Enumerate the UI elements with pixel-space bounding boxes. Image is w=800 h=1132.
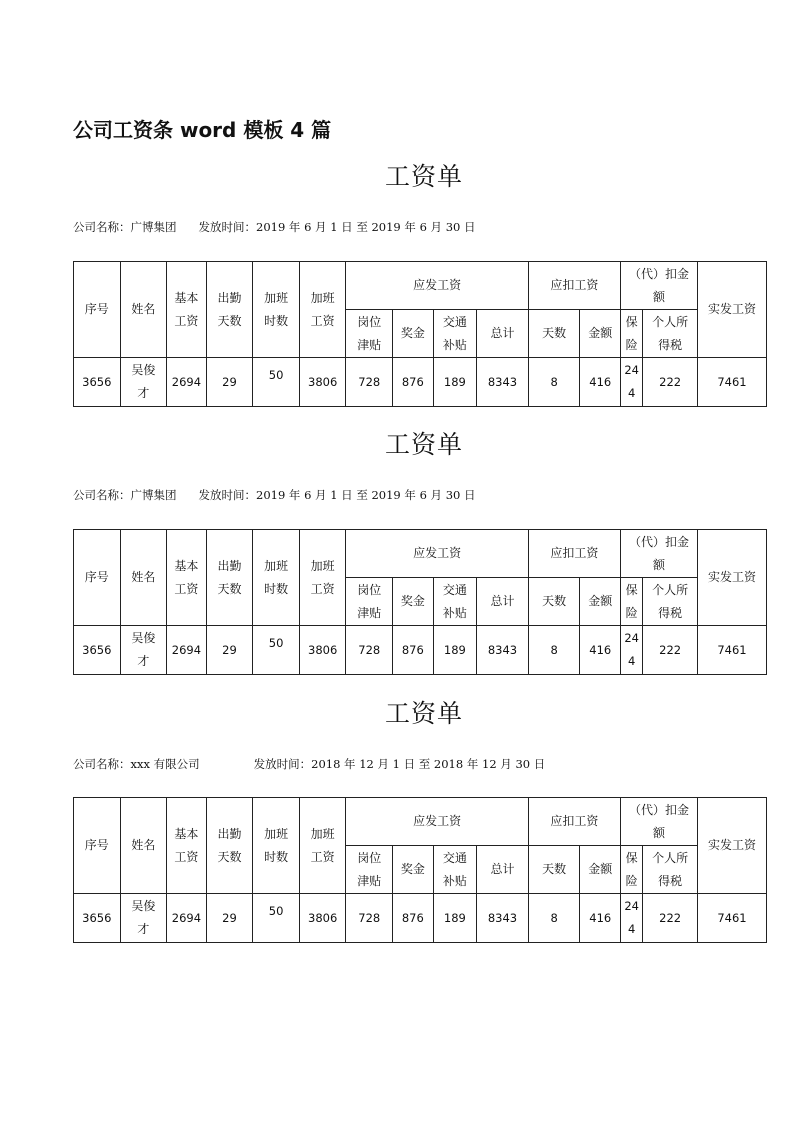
- header-post-allowance: 岗位 津贴: [346, 846, 393, 894]
- header-overtime-pay: 加班 工资: [299, 262, 346, 358]
- cell-serial: 3656: [74, 894, 121, 943]
- header-serial: 序号: [74, 530, 121, 626]
- cell-deduct-amount: 416: [580, 894, 621, 943]
- cell-deduct-days: 8: [528, 626, 580, 675]
- header-attendance-days: 出勤 天数: [206, 262, 253, 358]
- header-overtime-hours: 加班 时数: [253, 798, 300, 894]
- header-base-salary: 基本 工资: [167, 262, 207, 358]
- cell-name: 吴俊 才: [120, 358, 167, 407]
- cell-bonus: 876: [393, 626, 434, 675]
- company-name: 公司名称：广博集团: [73, 488, 177, 502]
- header-deductions-group: 应扣工资: [528, 798, 620, 846]
- cell-attendance-days: 29: [206, 358, 253, 407]
- header-deduct-amount: 金额: [580, 578, 621, 626]
- cell-transport-allowance: 189: [433, 626, 477, 675]
- payslip-title: 工资单: [384, 430, 463, 459]
- header-serial: 序号: [74, 798, 121, 894]
- cell-post-allowance: 728: [346, 358, 393, 407]
- header-withheld-group: （代）扣金 额: [621, 530, 698, 578]
- header-attendance-days: 出勤 天数: [206, 530, 253, 626]
- header-deduct-days: 天数: [528, 310, 580, 358]
- header-withheld-group: （代）扣金 额: [621, 798, 698, 846]
- header-deductions-group: 应扣工资: [528, 530, 620, 578]
- header-total: 总计: [477, 846, 529, 894]
- header-transport-allowance: 交通 补贴: [433, 578, 477, 626]
- cell-transport-allowance: 189: [433, 358, 477, 407]
- company-name: 公司名称：xxx 有限公司: [73, 757, 200, 771]
- cell-serial: 3656: [74, 626, 121, 675]
- header-net-pay: 实发工资: [698, 262, 767, 358]
- header-post-allowance: 岗位 津贴: [346, 310, 393, 358]
- header-base-salary: 基本 工资: [167, 798, 207, 894]
- cell-name: 吴俊 才: [120, 894, 167, 943]
- header-gross-pay-group: 应发工资: [346, 530, 528, 578]
- header-overtime-hours: 加班 时数: [253, 262, 300, 358]
- cell-deduct-days: 8: [528, 358, 580, 407]
- cell-net-pay: 7461: [698, 358, 767, 407]
- header-income-tax: 个人所 得税: [643, 578, 698, 626]
- cell-insurance: 24 4: [621, 894, 643, 943]
- header-transport-allowance: 交通 补贴: [433, 310, 477, 358]
- cell-total: 8343: [477, 626, 529, 675]
- header-overtime-pay: 加班 工资: [299, 530, 346, 626]
- header-name: 姓名: [120, 798, 167, 894]
- header-total: 总计: [477, 578, 529, 626]
- company-name: 公司名称：广博集团: [73, 220, 177, 234]
- cell-name: 吴俊 才: [120, 626, 167, 675]
- cell-deduct-days: 8: [528, 894, 580, 943]
- header-bonus: 奖金: [393, 846, 434, 894]
- cell-attendance-days: 29: [206, 626, 253, 675]
- payslip-table: [73, 261, 767, 407]
- cell-insurance: 24 4: [621, 358, 643, 407]
- header-overtime-hours: 加班 时数: [253, 530, 300, 626]
- cell-bonus: 876: [393, 358, 434, 407]
- cell-income-tax: 222: [643, 358, 698, 407]
- table-row: [74, 358, 767, 407]
- cell-income-tax: 222: [643, 626, 698, 675]
- header-post-allowance: 岗位 津贴: [346, 578, 393, 626]
- header-insurance: 保 险: [621, 846, 643, 894]
- header-bonus: 奖金: [393, 578, 434, 626]
- cell-transport-allowance: 189: [433, 894, 477, 943]
- header-insurance: 保 险: [621, 310, 643, 358]
- cell-income-tax: 222: [643, 894, 698, 943]
- header-serial: 序号: [74, 262, 121, 358]
- cell-attendance-days: 29: [206, 894, 253, 943]
- header-deduct-days: 天数: [528, 846, 580, 894]
- payslip-table: [73, 797, 767, 943]
- header-insurance: 保 险: [621, 578, 643, 626]
- header-bonus: 奖金: [393, 310, 434, 358]
- payslip-title: 工资单: [384, 162, 463, 191]
- header-attendance-days: 出勤 天数: [206, 798, 253, 894]
- payslip-meta: [73, 487, 475, 503]
- header-income-tax: 个人所 得税: [643, 846, 698, 894]
- cell-post-allowance: 728: [346, 894, 393, 943]
- header-name: 姓名: [120, 530, 167, 626]
- cell-net-pay: 7461: [698, 894, 767, 943]
- payslip-table: [73, 529, 767, 675]
- cell-base-salary: 2694: [167, 626, 207, 675]
- header-gross-pay-group: 应发工资: [346, 262, 528, 310]
- cell-total: 8343: [477, 358, 529, 407]
- cell-overtime-hours: 50: [253, 894, 300, 943]
- header-name: 姓名: [120, 262, 167, 358]
- header-gross-pay-group: 应发工资: [346, 798, 528, 846]
- header-deduct-amount: 金额: [580, 846, 621, 894]
- pay-period: 发放时间：2019 年 6 月 1 日 至 2019 年 6 月 30 日: [198, 220, 476, 234]
- cell-overtime-pay: 3806: [299, 358, 346, 407]
- cell-post-allowance: 728: [346, 626, 393, 675]
- cell-total: 8343: [477, 894, 529, 943]
- cell-deduct-amount: 416: [580, 626, 621, 675]
- header-net-pay: 实发工资: [698, 798, 767, 894]
- document-title: 公司工资条 word 模板 4 篇: [73, 118, 332, 142]
- table-row: [74, 626, 767, 675]
- header-deduct-amount: 金额: [580, 310, 621, 358]
- cell-serial: 3656: [74, 358, 121, 407]
- cell-base-salary: 2694: [167, 358, 207, 407]
- pay-period: 发放时间：2019 年 6 月 1 日 至 2019 年 6 月 30 日: [198, 488, 476, 502]
- header-deductions-group: 应扣工资: [528, 262, 620, 310]
- payslip-meta: [73, 756, 545, 772]
- cell-overtime-pay: 3806: [299, 626, 346, 675]
- payslip-title: 工资单: [384, 699, 463, 728]
- header-deduct-days: 天数: [528, 578, 580, 626]
- header-withheld-group: （代）扣金 额: [621, 262, 698, 310]
- cell-overtime-pay: 3806: [299, 894, 346, 943]
- payslip-meta: [73, 219, 475, 235]
- cell-insurance: 24 4: [621, 626, 643, 675]
- header-net-pay: 实发工资: [698, 530, 767, 626]
- header-total: 总计: [477, 310, 529, 358]
- cell-net-pay: 7461: [698, 626, 767, 675]
- header-base-salary: 基本 工资: [167, 530, 207, 626]
- cell-overtime-hours: 50: [253, 358, 300, 407]
- cell-overtime-hours: 50: [253, 626, 300, 675]
- header-income-tax: 个人所 得税: [643, 310, 698, 358]
- pay-period: 发放时间：2018 年 12 月 1 日 至 2018 年 12 月 30 日: [253, 757, 546, 771]
- cell-bonus: 876: [393, 894, 434, 943]
- table-row: [74, 894, 767, 943]
- header-overtime-pay: 加班 工资: [299, 798, 346, 894]
- cell-base-salary: 2694: [167, 894, 207, 943]
- cell-deduct-amount: 416: [580, 358, 621, 407]
- header-transport-allowance: 交通 补贴: [433, 846, 477, 894]
